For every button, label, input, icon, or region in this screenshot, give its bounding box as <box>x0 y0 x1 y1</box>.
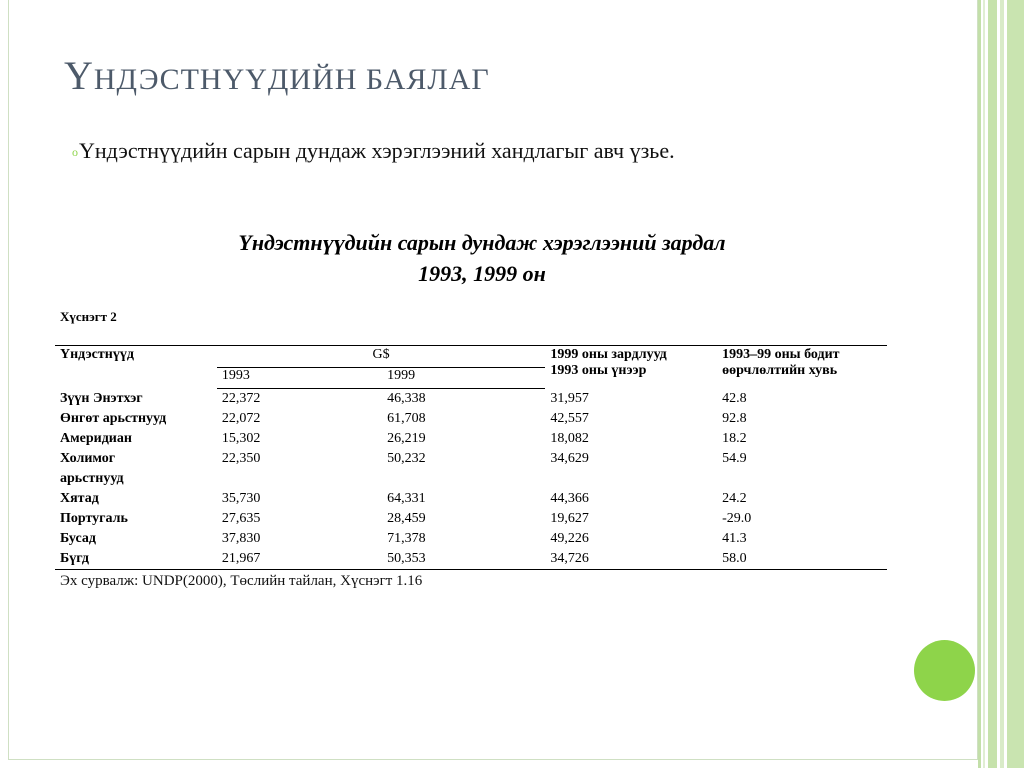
cell-real: 18,082 <box>550 431 589 446</box>
table-row <box>55 529 887 549</box>
slide-title <box>64 52 490 99</box>
cell-1999: 64,331 <box>387 491 426 506</box>
cell-real: 44,366 <box>550 491 589 506</box>
header-change <box>717 346 887 389</box>
title-rest: НДЭСТНҮҮДИЙН БАЯЛАГ <box>93 63 490 96</box>
header-real-line2: 1993 оны үнээр <box>550 363 647 378</box>
cell-nation <box>55 529 217 549</box>
cell-change: 24.2 <box>722 491 747 506</box>
stripe <box>1007 0 1024 768</box>
table-title <box>90 227 874 289</box>
header-real-expense <box>545 346 717 389</box>
cell-change: 92.8 <box>722 411 747 426</box>
cell-change: 58.0 <box>717 549 887 570</box>
cell-change: 54.9 <box>722 451 747 466</box>
cell-1999: 50,353 <box>382 549 545 570</box>
table-title-line2: 1993, 1999 он <box>418 261 546 286</box>
cell-real: 34,726 <box>545 549 717 570</box>
cell-nation <box>55 509 217 529</box>
data-table-container <box>55 345 887 570</box>
cell-change: 41.3 <box>722 531 747 546</box>
cell-1993: 22,350 <box>221 451 261 466</box>
cell-real: 31,957 <box>550 390 589 406</box>
title-initial: Ү <box>64 53 94 98</box>
cell-1993: 22,072 <box>221 411 261 426</box>
cell-real: 19,627 <box>550 511 589 526</box>
bullet-point <box>72 138 675 164</box>
table-row <box>55 509 887 529</box>
header-year-1999: 1999 <box>382 368 545 389</box>
table-body <box>55 389 887 570</box>
nation-name: Бусад <box>60 531 96 546</box>
cell-change: -29.0 <box>722 511 752 526</box>
decorative-circle <box>914 640 975 701</box>
stripe <box>1000 0 1004 768</box>
table-row <box>55 429 887 449</box>
header-nations: Үндэстнүүд <box>55 346 217 389</box>
cell-nation <box>55 409 217 429</box>
cell-1999: 28,459 <box>387 511 426 526</box>
cell-change: 18.2 <box>722 431 747 446</box>
cell-1999: 61,708 <box>387 411 426 426</box>
cell-nation <box>55 429 217 449</box>
cell-1993: 27,635 <box>221 511 261 526</box>
cell-1999: 46,338 <box>387 391 426 406</box>
nation-name: Зүүн Энэтхэг <box>60 390 143 406</box>
cell-1993: 35,730 <box>221 491 261 506</box>
header-gdollar: G$ <box>217 346 546 368</box>
nation-name: Өнгөт арьстнууд <box>60 411 167 426</box>
stripe <box>983 0 985 768</box>
nation-name: Бүгд <box>60 551 89 566</box>
table-caption: Хүснэгт 2 <box>60 309 117 324</box>
cell-nation <box>55 489 217 509</box>
nation-name: Хятад <box>60 491 99 506</box>
table-row <box>55 489 887 509</box>
decorative-stripes <box>978 0 1024 768</box>
stripe <box>978 0 981 768</box>
table-title-line1: Үндэстнүүдийн сарын дундаж хэрэглээний зардал <box>238 230 726 255</box>
cell-nation <box>55 389 217 410</box>
table-row <box>55 389 887 410</box>
cell-1999: 26,219 <box>387 431 426 446</box>
header-row <box>55 346 887 368</box>
cell-1993: 21,967 <box>217 549 382 570</box>
cell-1999: 71,378 <box>387 531 426 546</box>
cell-1999: 50,232 <box>387 451 426 466</box>
bullet-text: Үндэстнүүдийн сарын дундаж хэрэглээний хандлагыг авч үзье. <box>79 138 675 163</box>
header-change-line1: 1993–99 оны бодит <box>722 347 840 362</box>
header-change-line2: өөрчлөлтийн хувь <box>722 363 838 378</box>
header-year-1993: 1993 <box>217 368 382 389</box>
circle-bullet-icon: o <box>72 145 78 159</box>
table-row <box>55 549 887 570</box>
cell-1993: 37,830 <box>221 531 261 546</box>
cell-real: 42,557 <box>550 411 589 426</box>
cell-real: 49,226 <box>550 531 589 546</box>
stripe <box>988 0 997 768</box>
nation-name-line2: арьстнууд <box>60 471 124 486</box>
table-row <box>55 409 887 429</box>
header-real-line1: 1999 оны зардлууд <box>550 347 667 362</box>
cell-real: 34,629 <box>550 451 589 466</box>
cell-change: 42.8 <box>722 390 747 406</box>
cell-nation <box>55 549 217 570</box>
nation-name: Холимог <box>60 451 116 466</box>
consumption-table <box>55 345 887 570</box>
cell-1993: 15,302 <box>221 431 261 446</box>
nation-name: Америдиан <box>60 431 132 446</box>
cell-1993: 22,372 <box>221 391 261 406</box>
source-note: Эх сурвалж: UNDP(2000), Төслийн тайлан, Хүснэгт 1.16 <box>60 573 423 589</box>
table-row <box>55 449 887 489</box>
nation-name: Португаль <box>60 511 128 526</box>
cell-nation <box>55 449 217 489</box>
